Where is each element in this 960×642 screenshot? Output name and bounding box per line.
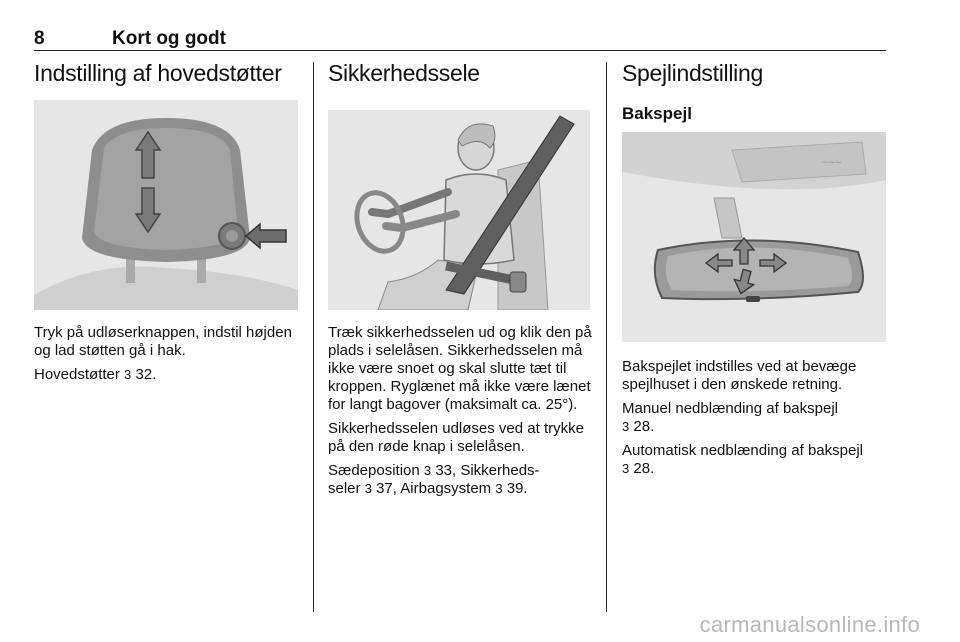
ref-page-auto-dimming[interactable]: 28. [633, 460, 655, 477]
ref-label-airbag: Airbagsystem [400, 480, 492, 497]
section-mirror [622, 60, 888, 477]
section-seatbelt [328, 60, 592, 497]
headrest-illustration [34, 100, 298, 310]
ref-page-manual-dimming[interactable]: 28. [633, 418, 655, 435]
seatbelt-instruction-2: Sikkerhedsselen udløses ved at trykke på den røde knap i selelåsen. [328, 420, 584, 455]
section-title-seatbelt: Sikkerhedssele [328, 60, 480, 86]
mirror-instruction: Bakspejlet indstilles ved at bevæge spejlhuset i den ønskede retning. [622, 358, 857, 393]
column-divider [313, 62, 314, 612]
ref-label-auto-dimming: Automatisk nedblænding af bakspejl [622, 442, 863, 459]
subsection-title-rearview: Bakspejl [622, 104, 692, 123]
seatbelt-instruction-1: Træk sikkerhedsselen ud og klik den på plads i selelåsen. Sikkerhedsselen må ikke være snoet og skal slutte tæt til kroppen. Ryglænet må ikke være lænet for langt bagover (maksimalt ca. 25°). [328, 324, 592, 413]
headrest-text [34, 324, 300, 390]
ref-arrow-icon: 3 [124, 367, 132, 382]
section-title-mirror: Spejlindstilling [622, 60, 763, 86]
ref-page-seatbelts[interactable]: 37, [376, 480, 397, 497]
ref-arrow-icon: 3 [622, 461, 630, 476]
svg-text:~~~: ~~~ [822, 157, 842, 169]
seatbelt-illustration [328, 110, 590, 310]
column-divider [606, 62, 607, 612]
ref-label-seatbelts: Sikkerheds- [460, 462, 540, 479]
ref-arrow-icon: 3 [423, 463, 432, 478]
rearview-mirror-illustration [622, 132, 886, 342]
page-number: 8 [34, 28, 45, 49]
mirror-text [622, 358, 888, 484]
ref-label-manual-dimming: Manuel nedblænding af bakspejl [622, 400, 838, 417]
mirror-reference-manual [622, 400, 888, 436]
headrest-instruction: Tryk på udløserknappen, indstil højden og lad støtten gå i hak. [34, 324, 292, 359]
mirror-reference-automatic [622, 442, 888, 478]
section-headrest [34, 60, 300, 383]
ref-arrow-icon: 3 [495, 481, 503, 496]
ref-arrow-icon: 3 [622, 419, 630, 434]
ref-label: Hovedstøtter [34, 366, 120, 383]
ref-arrow-icon: 3 [364, 481, 372, 496]
ref-page[interactable]: 32. [135, 366, 157, 383]
watermark: carmanualsonline.info [699, 612, 920, 637]
seatbelt-text [328, 324, 592, 504]
chapter-title: Kort og godt [112, 28, 226, 49]
ref-label-seat-position: Sædeposition [328, 462, 420, 479]
ref-page-airbag[interactable]: 39. [506, 480, 528, 497]
seatbelt-references [328, 462, 592, 498]
ref-label-seatbelts-cont: seler [328, 480, 361, 497]
headrest-reference [34, 366, 300, 384]
page-header [34, 28, 886, 51]
section-title-headrest: Indstilling af hovedstøtter [34, 60, 282, 86]
ref-page-seat-position[interactable]: 33, [435, 462, 457, 479]
